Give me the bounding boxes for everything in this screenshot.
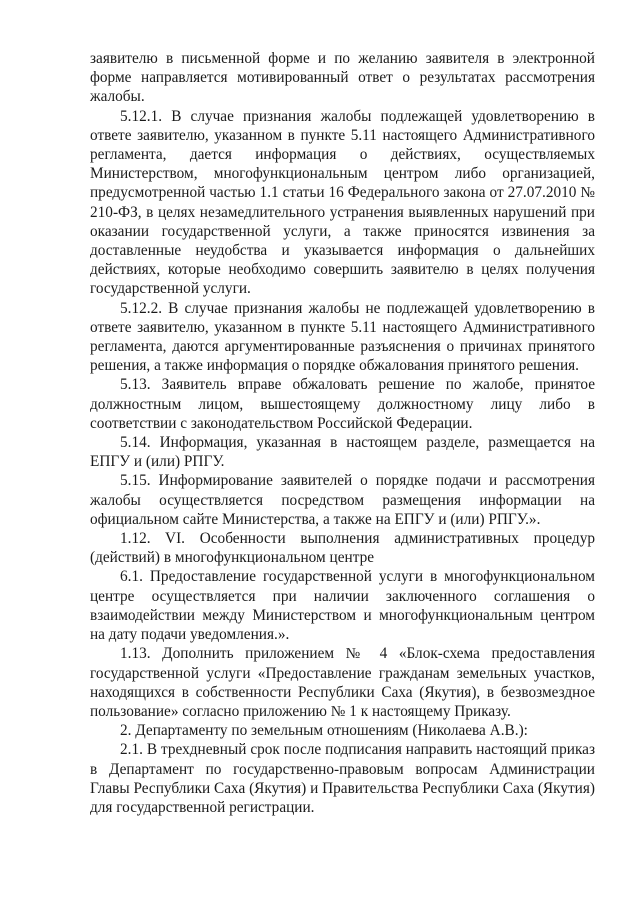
paragraph-5-15: 5.15. Информирование заявителей о порядке подачи и рассмотрения жалобы осуществляется посредством размещения информации на официальном сайте Министерства, а также на ЕПГУ и (или) РПГУ.». [90, 472, 595, 528]
paragraph-6-1: 6.1. Предоставление государственной услуги в многофункциональном центре осуществляется при наличии заключенного соглашения о взаимодействии между Министерством и многофункциональным центром на дату подачи уведомления.». [90, 568, 595, 644]
paragraph-5-13: 5.13. Заявитель вправе обжаловать решение по жалобе, принятое должностным лицом, вышестоящему должностному лицу либо в соответствии с законодательством Российской Федерации. [90, 376, 595, 432]
paragraph-5-12-1: 5.12.1. В случае признания жалобы подлежащей удовлетворению в ответе заявителю, указанном в пункте 5.11 настоящего Административного регламента, дается информация о действиях, осуществляемых Министерством, многофункциональным центром либо организацией, предусмотренной частью 1.1 статьи 16 Федерального закона от 27.07.2010 № 210-ФЗ, в целях незамедлительного устранения выявленных нарушений при оказании государственной услуги, а также приносятся извинения за доставленные неудобства и указывается информация о дальнейших действиях, которые необходимо совершить заявителю в целях получения государственной услуги. [90, 107, 595, 298]
paragraph-2-1: 2.1. В трехдневный срок после подписания направить настоящий приказ в Департамент по государственно-правовым вопросам Администрации Главы Республики Саха (Якутия) и Правительства Республики Саха (Якутия) для государственной регистрации. [90, 741, 595, 816]
paragraph-2: 2. Департаменту по земельным отношениям (Николаева А.В.): [120, 722, 528, 740]
paragraph-5-14: 5.14. Информация, указанная в настоящем разделе, размещается на ЕПГУ и (или) РПГУ. [90, 434, 595, 471]
paragraph-complaint-answer: заявителю в письменной форме и по желанию заявителя в электронной форме направляется мотивированный ответ о результатах рассмотрения жалобы. [90, 50, 595, 106]
paragraph-1-13: 1.13. Дополнить приложением № 4 «Блок-схема предоставления государственной услуги «Предоставление гражданам земельных участков, находящихся в собственности Республики Саха (Якутия), в безвозмездное пользование» согласно приложению № 1 к настоящему Приказу. [90, 645, 595, 720]
paragraph-1-12: 1.12. VI. Особенности выполнения административных процедур (действий) в многофункциональном центре [90, 530, 595, 567]
document-body [90, 49, 595, 817]
paragraph-5-12-2: 5.12.2. В случае признания жалобы не подлежащей удовлетворению в ответе заявителю, указанном в пункте 5.11 настоящего Административного регламента, даются аргументированные разъяснения о причинах принятого решения, а также информация о порядке обжалования принятого решения. [90, 299, 595, 375]
